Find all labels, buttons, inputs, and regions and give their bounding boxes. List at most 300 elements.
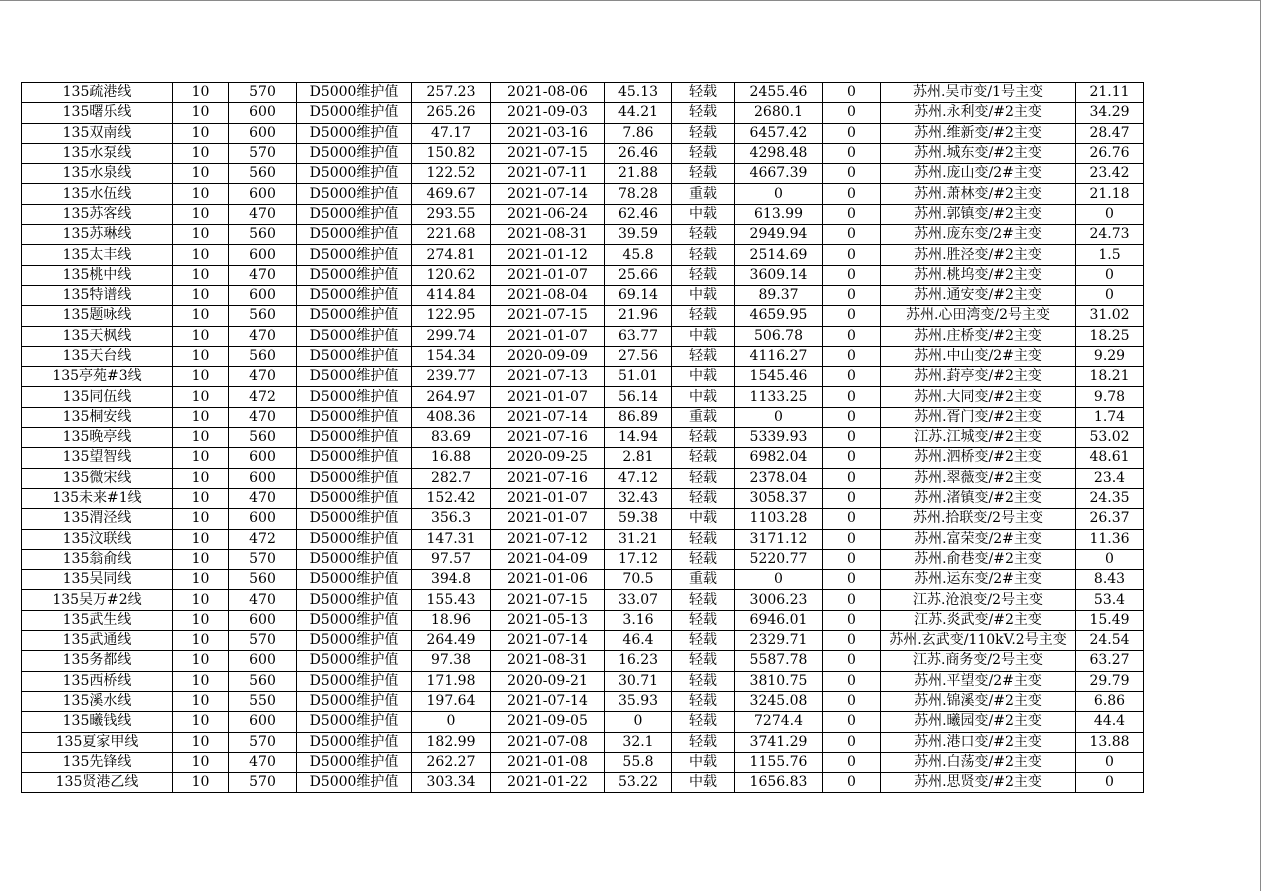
value-cell: 197.64 xyxy=(412,691,491,711)
load-status-cell: 重载 xyxy=(672,407,735,427)
line-name-cell: 135吴万#2线 xyxy=(22,590,173,610)
line-name-cell: 135务都线 xyxy=(22,651,173,671)
transformer-cell: 江苏.沧浪变/2号主变 xyxy=(881,590,1076,610)
date-cell: 2021-01-08 xyxy=(491,752,605,772)
rate-cell: 48.61 xyxy=(1076,448,1144,468)
load-status-cell: 轻载 xyxy=(672,143,735,163)
load-rate-cell: 17.12 xyxy=(605,549,672,569)
margin-cell: 7274.4 xyxy=(735,712,823,732)
value-cell: 394.8 xyxy=(412,570,491,590)
rate-cell: 0 xyxy=(1076,752,1144,772)
transformer-cell: 苏州.吴市变/1号主变 xyxy=(881,83,1076,103)
rate-cell: 34.29 xyxy=(1076,103,1144,123)
rate-cell: 44.4 xyxy=(1076,712,1144,732)
source-cell: D5000维护值 xyxy=(297,468,412,488)
load-rate-cell: 62.46 xyxy=(605,204,672,224)
line-name-cell: 135先锋线 xyxy=(22,752,173,772)
source-cell: D5000维护值 xyxy=(297,590,412,610)
transformer-cell: 苏州.曦园变/#2主变 xyxy=(881,712,1076,732)
value-cell: 171.98 xyxy=(412,671,491,691)
table-row xyxy=(22,651,1144,671)
transformer-cell: 苏州.锦溪变/#2主变 xyxy=(881,691,1076,711)
load-status-cell: 轻载 xyxy=(672,306,735,326)
load-rate-cell: 25.66 xyxy=(605,265,672,285)
value-cell: 122.52 xyxy=(412,164,491,184)
value-cell: 154.34 xyxy=(412,346,491,366)
rating-cell: 470 xyxy=(229,367,297,387)
rating-cell: 600 xyxy=(229,123,297,143)
table-row xyxy=(22,570,1144,590)
table-row xyxy=(22,773,1144,793)
source-cell: D5000维护值 xyxy=(297,712,412,732)
rate-cell: 63.27 xyxy=(1076,651,1144,671)
source-cell: D5000维护值 xyxy=(297,164,412,184)
voltage-cell: 10 xyxy=(173,529,229,549)
value-cell: 152.42 xyxy=(412,488,491,508)
line-name-cell: 135翁俞线 xyxy=(22,549,173,569)
rate-cell: 29.79 xyxy=(1076,671,1144,691)
transformer-cell: 苏州.葑亭变/#2主变 xyxy=(881,367,1076,387)
rating-cell: 600 xyxy=(229,448,297,468)
rating-cell: 470 xyxy=(229,590,297,610)
value-cell: 150.82 xyxy=(412,143,491,163)
margin-cell: 6946.01 xyxy=(735,610,823,630)
zero-cell: 0 xyxy=(823,387,881,407)
table-row xyxy=(22,671,1144,691)
voltage-cell: 10 xyxy=(173,448,229,468)
date-cell: 2020-09-25 xyxy=(491,448,605,468)
load-status-cell: 轻载 xyxy=(672,610,735,630)
rate-cell: 18.21 xyxy=(1076,367,1144,387)
date-cell: 2021-01-06 xyxy=(491,570,605,590)
date-cell: 2021-01-12 xyxy=(491,245,605,265)
load-rate-cell: 14.94 xyxy=(605,428,672,448)
rate-cell: 1.5 xyxy=(1076,245,1144,265)
rating-cell: 570 xyxy=(229,143,297,163)
rating-cell: 560 xyxy=(229,164,297,184)
date-cell: 2021-01-07 xyxy=(491,509,605,529)
date-cell: 2021-07-15 xyxy=(491,590,605,610)
voltage-cell: 10 xyxy=(173,752,229,772)
source-cell: D5000维护值 xyxy=(297,387,412,407)
transformer-cell: 苏州.玄武变/110kV.2号主变 xyxy=(881,631,1076,651)
transformer-cell: 苏州.桃坞变/#2主变 xyxy=(881,265,1076,285)
load-rate-cell: 70.5 xyxy=(605,570,672,590)
transformer-cell: 苏州.思贤变/#2主变 xyxy=(881,773,1076,793)
load-rate-cell: 31.21 xyxy=(605,529,672,549)
rate-cell: 53.02 xyxy=(1076,428,1144,448)
voltage-cell: 10 xyxy=(173,631,229,651)
voltage-cell: 10 xyxy=(173,164,229,184)
zero-cell: 0 xyxy=(823,164,881,184)
value-cell: 274.81 xyxy=(412,245,491,265)
margin-cell: 0 xyxy=(735,184,823,204)
load-status-cell: 轻载 xyxy=(672,225,735,245)
table-row xyxy=(22,732,1144,752)
rate-cell: 1.74 xyxy=(1076,407,1144,427)
line-name-cell: 135桃中线 xyxy=(22,265,173,285)
line-name-cell: 135汶联线 xyxy=(22,529,173,549)
voltage-cell: 10 xyxy=(173,549,229,569)
source-cell: D5000维护值 xyxy=(297,225,412,245)
margin-cell: 1155.76 xyxy=(735,752,823,772)
voltage-cell: 10 xyxy=(173,428,229,448)
table-row xyxy=(22,225,1144,245)
source-cell: D5000维护值 xyxy=(297,549,412,569)
margin-cell: 3810.75 xyxy=(735,671,823,691)
table-row xyxy=(22,549,1144,569)
date-cell: 2021-09-03 xyxy=(491,103,605,123)
rating-cell: 560 xyxy=(229,570,297,590)
source-cell: D5000维护值 xyxy=(297,285,412,305)
load-rate-cell: 39.59 xyxy=(605,225,672,245)
date-cell: 2021-07-14 xyxy=(491,407,605,427)
line-name-cell: 135水伍线 xyxy=(22,184,173,204)
date-cell: 2021-07-15 xyxy=(491,143,605,163)
table-row xyxy=(22,103,1144,123)
load-status-cell: 轻载 xyxy=(672,448,735,468)
voltage-cell: 10 xyxy=(173,509,229,529)
line-name-cell: 135武通线 xyxy=(22,631,173,651)
transformer-cell: 苏州.城东变/#2主变 xyxy=(881,143,1076,163)
transformer-cell: 苏州.拾联变/2号主变 xyxy=(881,509,1076,529)
load-status-cell: 中载 xyxy=(672,773,735,793)
margin-cell: 2329.71 xyxy=(735,631,823,651)
zero-cell: 0 xyxy=(823,732,881,752)
source-cell: D5000维护值 xyxy=(297,143,412,163)
date-cell: 2021-07-16 xyxy=(491,468,605,488)
date-cell: 2021-07-14 xyxy=(491,184,605,204)
date-cell: 2021-05-13 xyxy=(491,610,605,630)
table-row xyxy=(22,428,1144,448)
value-cell: 264.97 xyxy=(412,387,491,407)
source-cell: D5000维护值 xyxy=(297,732,412,752)
load-rate-cell: 21.88 xyxy=(605,164,672,184)
load-status-cell: 中载 xyxy=(672,285,735,305)
load-rate-cell: 0 xyxy=(605,712,672,732)
source-cell: D5000维护值 xyxy=(297,367,412,387)
source-cell: D5000维护值 xyxy=(297,204,412,224)
table-row xyxy=(22,631,1144,651)
value-cell: 147.31 xyxy=(412,529,491,549)
transformer-cell: 苏州.庄桥变/#2主变 xyxy=(881,326,1076,346)
table-row xyxy=(22,326,1144,346)
load-rate-cell: 86.89 xyxy=(605,407,672,427)
rating-cell: 472 xyxy=(229,529,297,549)
transformer-cell: 苏州.俞巷变/#2主变 xyxy=(881,549,1076,569)
date-cell: 2020-09-09 xyxy=(491,346,605,366)
rating-cell: 600 xyxy=(229,285,297,305)
voltage-cell: 10 xyxy=(173,184,229,204)
voltage-cell: 10 xyxy=(173,123,229,143)
table-row xyxy=(22,367,1144,387)
rating-cell: 600 xyxy=(229,712,297,732)
source-cell: D5000维护值 xyxy=(297,346,412,366)
voltage-cell: 10 xyxy=(173,570,229,590)
margin-cell: 6457.42 xyxy=(735,123,823,143)
table-row xyxy=(22,143,1144,163)
source-cell: D5000维护值 xyxy=(297,184,412,204)
date-cell: 2021-04-09 xyxy=(491,549,605,569)
source-cell: D5000维护值 xyxy=(297,752,412,772)
rating-cell: 470 xyxy=(229,326,297,346)
table-row xyxy=(22,184,1144,204)
line-name-cell: 135武生线 xyxy=(22,610,173,630)
zero-cell: 0 xyxy=(823,306,881,326)
rate-cell: 15.49 xyxy=(1076,610,1144,630)
load-rate-cell: 63.77 xyxy=(605,326,672,346)
date-cell: 2021-01-07 xyxy=(491,265,605,285)
rate-cell: 9.29 xyxy=(1076,346,1144,366)
margin-cell: 613.99 xyxy=(735,204,823,224)
load-rate-cell: 59.38 xyxy=(605,509,672,529)
load-status-cell: 轻载 xyxy=(672,468,735,488)
zero-cell: 0 xyxy=(823,204,881,224)
line-name-cell: 135天枫线 xyxy=(22,326,173,346)
table-row xyxy=(22,306,1144,326)
transformer-cell: 苏州.通安变/#2主变 xyxy=(881,285,1076,305)
date-cell: 2021-07-11 xyxy=(491,164,605,184)
load-status-cell: 轻载 xyxy=(672,245,735,265)
rating-cell: 600 xyxy=(229,103,297,123)
value-cell: 239.77 xyxy=(412,367,491,387)
value-cell: 221.68 xyxy=(412,225,491,245)
line-name-cell: 135题咏线 xyxy=(22,306,173,326)
table-row xyxy=(22,488,1144,508)
load-rate-cell: 45.13 xyxy=(605,83,672,103)
date-cell: 2021-01-07 xyxy=(491,387,605,407)
value-cell: 265.26 xyxy=(412,103,491,123)
load-status-cell: 中载 xyxy=(672,509,735,529)
line-name-cell: 135西桥线 xyxy=(22,671,173,691)
rate-cell: 0 xyxy=(1076,285,1144,305)
line-name-cell: 135水泵线 xyxy=(22,143,173,163)
load-rate-cell: 32.1 xyxy=(605,732,672,752)
load-status-cell: 中载 xyxy=(672,326,735,346)
rating-cell: 470 xyxy=(229,265,297,285)
table-row xyxy=(22,123,1144,143)
transformer-cell: 苏州.白荡变/#2主变 xyxy=(881,752,1076,772)
rating-cell: 560 xyxy=(229,306,297,326)
rating-cell: 570 xyxy=(229,83,297,103)
transformer-cell: 苏州.郭镇变/#2主变 xyxy=(881,204,1076,224)
load-status-cell: 轻载 xyxy=(672,346,735,366)
transformer-cell: 苏州.大同变/#2主变 xyxy=(881,387,1076,407)
table-row xyxy=(22,265,1144,285)
voltage-cell: 10 xyxy=(173,590,229,610)
date-cell: 2021-07-12 xyxy=(491,529,605,549)
value-cell: 155.43 xyxy=(412,590,491,610)
transformer-cell: 江苏.炎武变/#2主变 xyxy=(881,610,1076,630)
source-cell: D5000维护值 xyxy=(297,671,412,691)
date-cell: 2021-08-06 xyxy=(491,83,605,103)
zero-cell: 0 xyxy=(823,549,881,569)
rate-cell: 24.73 xyxy=(1076,225,1144,245)
line-name-cell: 135太丰线 xyxy=(22,245,173,265)
source-cell: D5000维护值 xyxy=(297,407,412,427)
load-status-cell: 轻载 xyxy=(672,428,735,448)
rating-cell: 570 xyxy=(229,631,297,651)
margin-cell: 2455.46 xyxy=(735,83,823,103)
margin-cell: 1103.28 xyxy=(735,509,823,529)
load-status-cell: 轻载 xyxy=(672,712,735,732)
load-rate-cell: 2.81 xyxy=(605,448,672,468)
value-cell: 264.49 xyxy=(412,631,491,651)
transformer-cell: 苏州.富荣变/2#主变 xyxy=(881,529,1076,549)
zero-cell: 0 xyxy=(823,448,881,468)
rate-cell: 9.78 xyxy=(1076,387,1144,407)
zero-cell: 0 xyxy=(823,225,881,245)
source-cell: D5000维护值 xyxy=(297,245,412,265)
load-status-cell: 中载 xyxy=(672,387,735,407)
value-cell: 83.69 xyxy=(412,428,491,448)
rate-cell: 24.54 xyxy=(1076,631,1144,651)
rating-cell: 570 xyxy=(229,549,297,569)
margin-cell: 3741.29 xyxy=(735,732,823,752)
value-cell: 47.17 xyxy=(412,123,491,143)
rate-cell: 28.47 xyxy=(1076,123,1144,143)
rating-cell: 550 xyxy=(229,691,297,711)
value-cell: 122.95 xyxy=(412,306,491,326)
date-cell: 2021-01-07 xyxy=(491,488,605,508)
voltage-cell: 10 xyxy=(173,468,229,488)
margin-cell: 506.78 xyxy=(735,326,823,346)
voltage-cell: 10 xyxy=(173,204,229,224)
zero-cell: 0 xyxy=(823,83,881,103)
value-cell: 299.74 xyxy=(412,326,491,346)
transformer-cell: 苏州.平望变/2#主变 xyxy=(881,671,1076,691)
zero-cell: 0 xyxy=(823,671,881,691)
transformer-cell: 苏州.永利变/#2主变 xyxy=(881,103,1076,123)
margin-cell: 6982.04 xyxy=(735,448,823,468)
source-cell: D5000维护值 xyxy=(297,326,412,346)
rate-cell: 26.37 xyxy=(1076,509,1144,529)
load-rate-cell: 33.07 xyxy=(605,590,672,610)
voltage-cell: 10 xyxy=(173,306,229,326)
load-rate-cell: 55.8 xyxy=(605,752,672,772)
voltage-cell: 10 xyxy=(173,712,229,732)
zero-cell: 0 xyxy=(823,752,881,772)
date-cell: 2021-07-14 xyxy=(491,691,605,711)
voltage-cell: 10 xyxy=(173,671,229,691)
rating-cell: 600 xyxy=(229,610,297,630)
load-status-cell: 轻载 xyxy=(672,691,735,711)
rating-cell: 470 xyxy=(229,204,297,224)
date-cell: 2021-01-22 xyxy=(491,773,605,793)
date-cell: 2021-08-31 xyxy=(491,225,605,245)
source-cell: D5000维护值 xyxy=(297,306,412,326)
line-name-cell: 135望智线 xyxy=(22,448,173,468)
margin-cell: 5587.78 xyxy=(735,651,823,671)
value-cell: 303.34 xyxy=(412,773,491,793)
voltage-cell: 10 xyxy=(173,367,229,387)
load-rate-cell: 44.21 xyxy=(605,103,672,123)
transformer-cell: 苏州.庞山变/2#主变 xyxy=(881,164,1076,184)
load-status-cell: 重载 xyxy=(672,570,735,590)
load-status-cell: 中载 xyxy=(672,204,735,224)
date-cell: 2021-07-14 xyxy=(491,631,605,651)
load-rate-cell: 21.96 xyxy=(605,306,672,326)
table-row xyxy=(22,509,1144,529)
load-status-cell: 重载 xyxy=(672,184,735,204)
load-rate-cell: 32.43 xyxy=(605,488,672,508)
rate-cell: 0 xyxy=(1076,549,1144,569)
zero-cell: 0 xyxy=(823,184,881,204)
value-cell: 257.23 xyxy=(412,83,491,103)
date-cell: 2021-07-15 xyxy=(491,306,605,326)
date-cell: 2021-07-16 xyxy=(491,428,605,448)
voltage-cell: 10 xyxy=(173,245,229,265)
margin-cell: 2514.69 xyxy=(735,245,823,265)
margin-cell: 4116.27 xyxy=(735,346,823,366)
date-cell: 2021-08-04 xyxy=(491,285,605,305)
rating-cell: 600 xyxy=(229,184,297,204)
rate-cell: 11.36 xyxy=(1076,529,1144,549)
zero-cell: 0 xyxy=(823,245,881,265)
load-status-cell: 轻载 xyxy=(672,265,735,285)
table-row xyxy=(22,245,1144,265)
voltage-cell: 10 xyxy=(173,285,229,305)
source-cell: D5000维护值 xyxy=(297,488,412,508)
table-row xyxy=(22,448,1144,468)
line-name-cell: 135晚亭线 xyxy=(22,428,173,448)
voltage-cell: 10 xyxy=(173,387,229,407)
line-name-cell: 135桐安线 xyxy=(22,407,173,427)
value-cell: 356.3 xyxy=(412,509,491,529)
transformer-cell: 江苏.商务变/2号主变 xyxy=(881,651,1076,671)
margin-cell: 4659.95 xyxy=(735,306,823,326)
line-name-cell: 135亭苑#3线 xyxy=(22,367,173,387)
rate-cell: 26.76 xyxy=(1076,143,1144,163)
source-cell: D5000维护值 xyxy=(297,691,412,711)
rate-cell: 31.02 xyxy=(1076,306,1144,326)
load-status-cell: 轻载 xyxy=(672,103,735,123)
line-name-cell: 135水泉线 xyxy=(22,164,173,184)
table-row xyxy=(22,691,1144,711)
load-rate-cell: 53.22 xyxy=(605,773,672,793)
load-rate-cell: 47.12 xyxy=(605,468,672,488)
load-rate-cell: 69.14 xyxy=(605,285,672,305)
table-row xyxy=(22,752,1144,772)
zero-cell: 0 xyxy=(823,143,881,163)
date-cell: 2021-06-24 xyxy=(491,204,605,224)
margin-cell: 3171.12 xyxy=(735,529,823,549)
source-cell: D5000维护值 xyxy=(297,773,412,793)
zero-cell: 0 xyxy=(823,265,881,285)
value-cell: 408.36 xyxy=(412,407,491,427)
table-row xyxy=(22,164,1144,184)
date-cell: 2021-01-07 xyxy=(491,326,605,346)
transformer-cell: 苏州.港口变/#2主变 xyxy=(881,732,1076,752)
voltage-cell: 10 xyxy=(173,265,229,285)
line-name-cell: 135同伍线 xyxy=(22,387,173,407)
voltage-cell: 10 xyxy=(173,143,229,163)
date-cell: 2021-07-08 xyxy=(491,732,605,752)
margin-cell: 2680.1 xyxy=(735,103,823,123)
margin-cell: 2378.04 xyxy=(735,468,823,488)
margin-cell: 0 xyxy=(735,407,823,427)
zero-cell: 0 xyxy=(823,488,881,508)
line-name-cell: 135渭泾线 xyxy=(22,509,173,529)
rate-cell: 0 xyxy=(1076,773,1144,793)
value-cell: 414.84 xyxy=(412,285,491,305)
table-row xyxy=(22,346,1144,366)
zero-cell: 0 xyxy=(823,610,881,630)
zero-cell: 0 xyxy=(823,509,881,529)
rating-cell: 560 xyxy=(229,346,297,366)
transformer-cell: 苏州.胜泾变/#2主变 xyxy=(881,245,1076,265)
load-rate-cell: 46.4 xyxy=(605,631,672,651)
